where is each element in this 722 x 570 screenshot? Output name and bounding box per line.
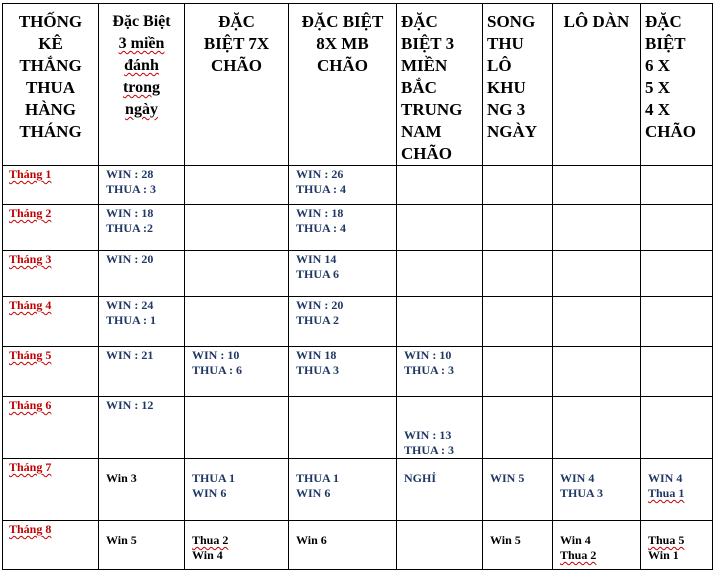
table-row <box>3 205 713 251</box>
header-line: SONG <box>487 12 536 31</box>
header-line: ĐẶC BIỆT <box>301 12 384 31</box>
data-cell <box>483 521 553 570</box>
header-line: 6 X <box>645 56 671 75</box>
cell-line: NGHỈ <box>404 471 437 485</box>
data-cell <box>397 521 483 570</box>
month-cell <box>3 297 99 347</box>
table-row <box>3 166 713 205</box>
header-line: BIỆT 3 <box>401 34 455 53</box>
data-cell <box>641 251 713 297</box>
data-cell <box>289 205 397 251</box>
cell-line: THUA 3 <box>296 363 340 377</box>
header-line: CHÃO <box>645 122 696 141</box>
table-row <box>3 297 713 347</box>
header-line: THUA <box>25 78 76 97</box>
data-cell <box>553 297 641 347</box>
month-label: Tháng 1 <box>9 167 52 181</box>
cell-line: Thua 2 <box>560 548 597 562</box>
header-line: 8X MB <box>316 34 369 53</box>
cell-line: WIN 6 <box>192 486 227 500</box>
data-cell <box>289 397 397 459</box>
header-line: LÔ <box>487 56 512 75</box>
data-cell <box>641 347 713 397</box>
data-cell <box>553 166 641 205</box>
header-line: CHÃO <box>211 56 262 75</box>
cell-line: Thua 5 <box>648 533 685 547</box>
cell-line: THUA : 4 <box>296 221 347 235</box>
cell-line: WIN 18 <box>296 348 337 362</box>
header-line: NGÀY <box>487 122 538 141</box>
cell-line: Thua 2 <box>192 533 229 547</box>
header-line: MIỀN <box>401 56 448 75</box>
cell-line: WIN : 10 <box>404 348 452 362</box>
data-cell <box>185 251 289 297</box>
data-cell <box>483 166 553 205</box>
header-row <box>3 4 713 166</box>
month-cell <box>3 397 99 459</box>
data-cell <box>99 521 185 570</box>
month-cell <box>3 251 99 297</box>
data-cell <box>289 297 397 347</box>
data-cell <box>641 459 713 521</box>
data-cell <box>553 521 641 570</box>
cell-line: THUA 1 <box>192 471 236 485</box>
data-cell <box>553 347 641 397</box>
month-cell <box>3 166 99 205</box>
data-cell <box>185 521 289 570</box>
data-cell <box>185 397 289 459</box>
data-cell <box>553 459 641 521</box>
data-cell <box>289 347 397 397</box>
header-cell <box>185 4 289 166</box>
data-cell <box>641 205 713 251</box>
cell-line: THUA : 3 <box>404 363 455 377</box>
cell-line: THUA 6 <box>296 267 340 281</box>
header-line: NAM <box>401 122 442 141</box>
data-cell <box>289 459 397 521</box>
header-line: LÔ DÀN <box>563 12 630 31</box>
cell-line <box>404 398 482 413</box>
cell-line <box>404 413 482 428</box>
data-cell <box>185 459 289 521</box>
cell-line: WIN : 18 <box>296 206 344 220</box>
cell-line: WIN : 28 <box>106 167 154 181</box>
cell-line: THUA : 6 <box>192 363 243 377</box>
cell-line: Thua 1 <box>648 486 685 500</box>
header-line: KÊ <box>38 34 63 53</box>
cell-line: Win 1 <box>648 548 679 562</box>
data-cell <box>99 205 185 251</box>
header-line: trong <box>122 79 161 96</box>
header-line: Đặc Biệt <box>112 13 171 30</box>
table-row <box>3 251 713 297</box>
header-cell <box>289 4 397 166</box>
data-cell <box>397 166 483 205</box>
header-cell <box>553 4 641 166</box>
header-cell <box>3 4 99 166</box>
data-cell <box>483 459 553 521</box>
data-cell <box>99 166 185 205</box>
header-line: CHÃO <box>401 144 452 163</box>
header-cell <box>641 4 713 166</box>
data-cell <box>483 397 553 459</box>
data-cell <box>99 347 185 397</box>
table-row <box>3 347 713 397</box>
cell-line: WIN : 10 <box>192 348 240 362</box>
month-label: Tháng 3 <box>9 252 52 266</box>
header-line: 3 miền <box>118 35 165 52</box>
data-cell <box>641 166 713 205</box>
cell-line: Win 6 <box>296 533 327 547</box>
month-label: Tháng 8 <box>9 522 52 536</box>
table-row <box>3 397 713 459</box>
data-cell <box>397 459 483 521</box>
month-label: Tháng 7 <box>9 460 52 474</box>
header-line: TRUNG <box>401 100 463 119</box>
cell-line: Win 5 <box>490 533 521 547</box>
cell-line: WIN 4 <box>560 471 595 485</box>
data-cell <box>185 297 289 347</box>
cell-line: WIN : 21 <box>106 348 154 362</box>
cell-line: WIN 6 <box>296 486 331 500</box>
header-line: HÀNG <box>25 100 76 119</box>
data-cell <box>185 347 289 397</box>
month-label: Tháng 2 <box>9 206 52 220</box>
data-cell <box>553 251 641 297</box>
data-cell <box>289 251 397 297</box>
header-line: THẮNG <box>19 56 82 75</box>
cell-line: WIN 5 <box>490 471 525 485</box>
data-cell <box>185 166 289 205</box>
header-cell <box>483 4 553 166</box>
data-cell <box>99 459 185 521</box>
header-cell <box>397 4 483 166</box>
data-cell <box>99 297 185 347</box>
data-cell <box>553 397 641 459</box>
header-line: KHU <box>487 78 526 97</box>
header-line: THỐNG <box>18 12 83 31</box>
header-line: BIỆT <box>645 34 686 53</box>
data-cell <box>397 205 483 251</box>
cell-line: Win 4 <box>560 533 591 547</box>
cell-line: Win 3 <box>106 471 137 485</box>
cell-line: WIN : 20 <box>296 298 344 312</box>
header-line: THÁNG <box>19 122 82 141</box>
cell-line: WIN : 24 <box>106 298 154 312</box>
data-cell <box>289 166 397 205</box>
cell-line: WIN 4 <box>648 471 683 485</box>
cell-line: Win 4 <box>192 548 223 562</box>
data-cell <box>641 521 713 570</box>
data-cell <box>641 397 713 459</box>
cell-line: THUA : 1 <box>106 313 157 327</box>
header-line: BIỆT 7X <box>203 34 270 53</box>
data-cell <box>397 397 483 459</box>
header-line: ĐẶC <box>645 12 682 31</box>
data-cell <box>99 397 185 459</box>
month-cell <box>3 459 99 521</box>
header-line: NG 3 <box>487 100 526 119</box>
cell-line: WIN 14 <box>296 252 337 266</box>
cell-line: THUA : 3 <box>404 443 455 457</box>
cell-line: THUA 3 <box>560 486 604 500</box>
header-line: THU <box>487 34 524 53</box>
header-line: 4 X <box>645 100 671 119</box>
month-label: Tháng 6 <box>9 398 52 412</box>
month-cell <box>3 347 99 397</box>
month-cell <box>3 521 99 570</box>
header-line: đánh <box>124 57 159 74</box>
header-cell <box>99 4 185 166</box>
cell-line: WIN : 26 <box>296 167 344 181</box>
month-label: Tháng 5 <box>9 348 52 362</box>
header-line: BẮC <box>401 78 437 97</box>
table-row <box>3 459 713 521</box>
cell-line: THUA :2 <box>106 221 154 235</box>
data-cell <box>483 205 553 251</box>
data-cell <box>185 205 289 251</box>
header-line: ĐẶC <box>401 12 438 31</box>
cell-line: THUA : 4 <box>296 182 347 196</box>
data-cell <box>641 297 713 347</box>
header-line: 5 X <box>645 78 671 97</box>
cell-line: Win 5 <box>106 533 137 547</box>
month-cell <box>3 205 99 251</box>
data-cell <box>397 251 483 297</box>
header-line: ngày <box>125 101 158 118</box>
cell-line: WIN : 12 <box>106 398 154 412</box>
cell-line: THUA 1 <box>296 471 340 485</box>
header-line: CHÃO <box>317 56 368 75</box>
cell-line: THUA 2 <box>296 313 340 327</box>
data-cell <box>483 347 553 397</box>
data-cell <box>289 521 397 570</box>
data-cell <box>483 297 553 347</box>
cell-line: THUA : 3 <box>106 182 157 196</box>
data-cell <box>397 347 483 397</box>
cell-line: WIN : 20 <box>106 252 154 266</box>
data-cell <box>553 205 641 251</box>
header-line: ĐẶC <box>218 12 255 31</box>
stats-table <box>2 3 713 570</box>
month-label: Tháng 4 <box>9 298 52 312</box>
table-row <box>3 521 713 570</box>
cell-line: WIN : 13 <box>404 428 452 442</box>
cell-line: WIN : 18 <box>106 206 154 220</box>
data-cell <box>99 251 185 297</box>
data-cell <box>483 251 553 297</box>
data-cell <box>397 297 483 347</box>
